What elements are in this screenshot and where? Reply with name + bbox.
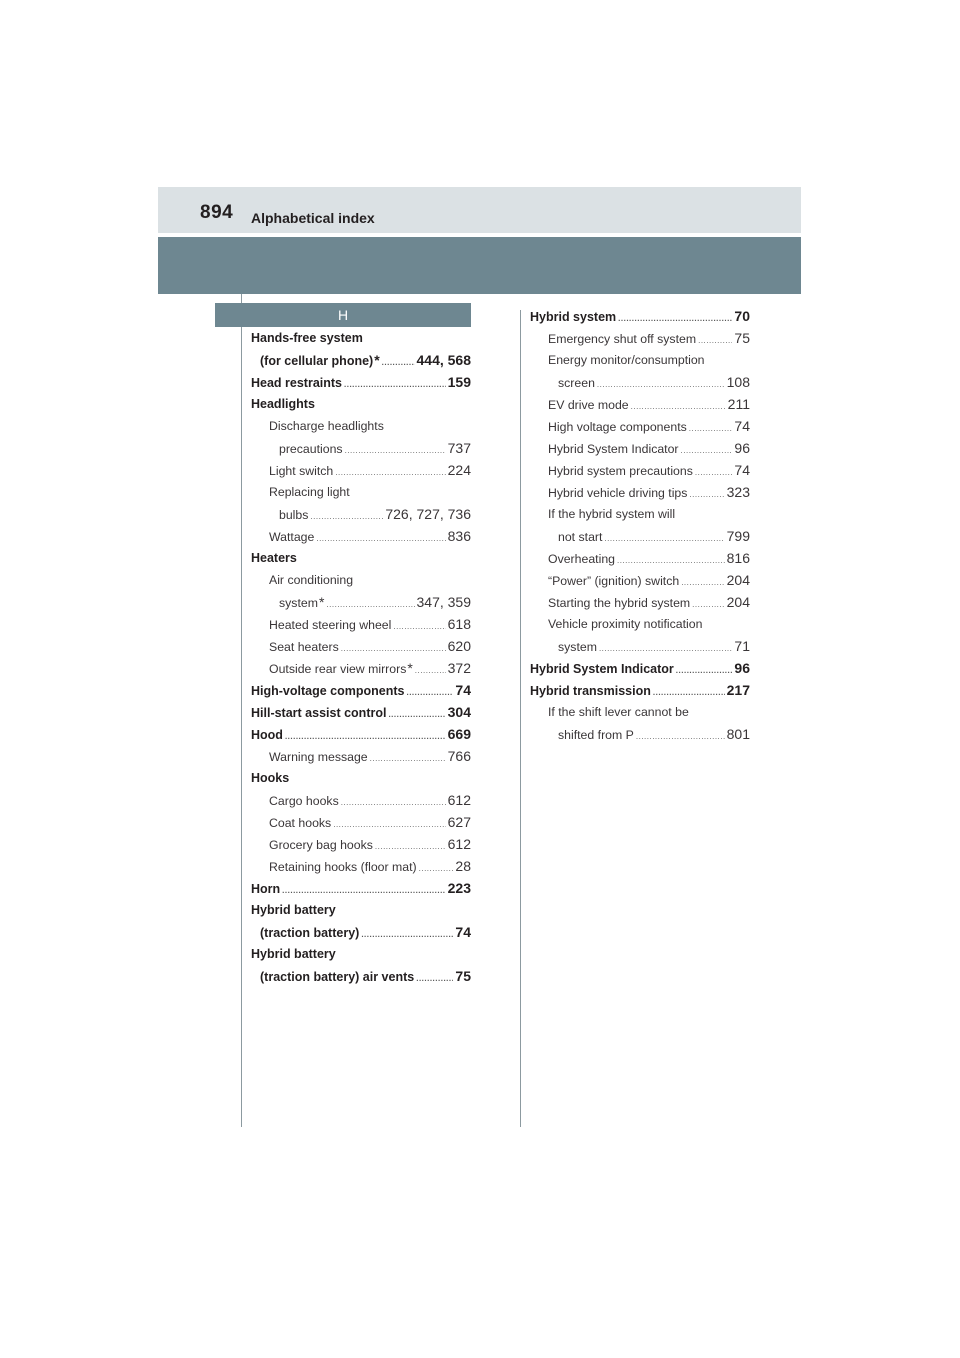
entry-page-ref[interactable]: 612	[447, 836, 471, 852]
entry-page-ref[interactable]: 28	[455, 858, 471, 874]
index-entry	[530, 657, 750, 679]
entry-term: Hybrid vehicle driving tips	[548, 486, 688, 500]
entry-page-ref[interactable]: 799	[726, 528, 750, 544]
entry-page-ref[interactable]: 74	[455, 682, 471, 698]
entry-term: Hybrid transmission	[530, 684, 651, 698]
index-entry	[530, 591, 750, 613]
entry-term: Starting the hybrid system	[548, 596, 691, 610]
footnote-star: *	[374, 352, 380, 368]
entry-page-ref[interactable]: 444, 568	[416, 352, 471, 368]
index-entry	[251, 349, 471, 371]
entry-term: Hybrid battery	[251, 903, 336, 917]
entry-term: not start	[558, 530, 603, 544]
entry-term: Headlights	[251, 397, 315, 411]
entry-page-ref[interactable]: 217	[726, 682, 750, 698]
entry-term: Hybrid battery	[251, 947, 336, 961]
index-entry	[251, 723, 471, 745]
index-entry	[530, 547, 750, 569]
entry-page-ref[interactable]: 618	[447, 616, 471, 632]
entry-term: High-voltage components	[251, 684, 405, 698]
entry-term: Emergency shut off system	[548, 332, 697, 346]
entry-term: If the shift lever cannot be	[548, 705, 689, 719]
entry-term: Cargo hooks	[269, 794, 339, 808]
entry-term: Horn	[251, 882, 281, 896]
entry-page-ref[interactable]: 612	[447, 792, 471, 808]
entry-page-ref[interactable]: 323	[726, 484, 750, 500]
page-number: 894	[200, 202, 234, 223]
index-entry	[251, 679, 471, 701]
entry-term: (traction battery) air vents	[260, 970, 415, 984]
entry-term: Wattage	[269, 530, 315, 544]
index-entry	[251, 657, 471, 679]
index-entry	[251, 547, 471, 569]
entry-term: Hybrid system precautions	[548, 464, 693, 478]
index-entry	[530, 569, 750, 591]
entry-term: Head restraints	[251, 376, 343, 390]
index-entry	[251, 393, 471, 415]
entry-page-ref[interactable]: 70	[734, 308, 750, 324]
entry-term: Hybrid System Indicator	[530, 662, 674, 676]
index-entry	[530, 437, 750, 459]
left-index-column	[251, 327, 471, 987]
index-entry	[251, 591, 471, 613]
entry-term: Hill-start assist control	[251, 706, 387, 720]
entry-page-ref[interactable]: 304	[447, 704, 471, 720]
entry-term: Replacing light	[269, 485, 350, 499]
entry-page-ref[interactable]: 836	[447, 528, 471, 544]
index-entry	[251, 459, 471, 481]
entry-term: Discharge headlights	[269, 419, 384, 433]
index-entry	[251, 833, 471, 855]
entry-page-ref[interactable]: 96	[734, 660, 750, 676]
index-entry	[251, 899, 471, 921]
index-entry	[530, 327, 750, 349]
entry-page-ref[interactable]: 801	[726, 726, 750, 742]
index-entry	[530, 613, 750, 635]
index-entry	[530, 349, 750, 371]
index-entry	[530, 371, 750, 393]
entry-term: Hands-free system	[251, 331, 363, 345]
entry-term: Hooks	[251, 771, 290, 785]
index-entry	[251, 877, 471, 899]
center-divider-line	[520, 310, 521, 1127]
entry-term: Hood	[251, 728, 283, 742]
index-entry	[251, 789, 471, 811]
entry-term: “Power” (ignition) switch	[548, 574, 680, 588]
index-entry	[530, 503, 750, 525]
letter-heading: H	[215, 303, 471, 327]
entry-page-ref[interactable]: 224	[447, 462, 471, 478]
entry-page-ref[interactable]: 75	[734, 330, 750, 346]
entry-page-ref[interactable]: 204	[726, 594, 750, 610]
entry-term: shifted from P	[558, 728, 634, 742]
index-entry	[530, 679, 750, 701]
index-entry	[530, 393, 750, 415]
entry-page-ref[interactable]: 627	[447, 814, 471, 830]
entry-term: precautions	[279, 442, 343, 456]
entry-term: EV drive mode	[548, 398, 629, 412]
index-entry	[530, 415, 750, 437]
index-entry	[251, 635, 471, 657]
index-entry	[530, 701, 750, 723]
entry-term: Energy monitor/consumption	[548, 353, 705, 367]
index-entry	[251, 701, 471, 723]
entry-term: Coat hooks	[269, 816, 332, 830]
index-entry	[251, 855, 471, 877]
entry-page-ref[interactable]: 108	[726, 374, 750, 390]
entry-term: Vehicle proximity notification	[548, 617, 703, 631]
entry-term: High voltage components	[548, 420, 687, 434]
entry-page-ref[interactable]: 347, 359	[416, 594, 471, 610]
entry-term: Heaters	[251, 551, 297, 565]
section-title: Alphabetical index	[251, 210, 375, 226]
entry-term: screen	[558, 376, 595, 390]
entry-page-ref[interactable]: 74	[734, 418, 750, 434]
entry-page-ref[interactable]: 211	[727, 396, 750, 412]
index-entry	[251, 415, 471, 437]
index-entry	[251, 745, 471, 767]
entry-page-ref[interactable]: 96	[734, 440, 750, 456]
index-entry	[251, 767, 471, 789]
index-entry	[251, 327, 471, 349]
entry-page-ref[interactable]: 669	[447, 726, 471, 742]
entry-page-ref[interactable]: 223	[447, 880, 471, 896]
entry-page-ref[interactable]: 159	[447, 374, 471, 390]
header-band	[158, 237, 801, 294]
entry-term: Light switch	[269, 464, 334, 478]
entry-page-ref[interactable]: 620	[447, 638, 471, 654]
entry-page-ref[interactable]: 766	[447, 748, 471, 764]
entry-page-ref[interactable]: 74	[455, 924, 471, 940]
index-entry	[530, 459, 750, 481]
entry-page-ref[interactable]: 726, 727, 736	[385, 506, 471, 522]
index-entry	[251, 481, 471, 503]
index-entry	[251, 943, 471, 965]
footnote-star: *	[407, 660, 413, 676]
left-divider-line	[241, 294, 242, 1127]
entry-page-ref[interactable]: 204	[726, 572, 750, 588]
index-entry	[251, 371, 471, 393]
entry-term: Hybrid System Indicator	[548, 442, 679, 456]
dot-leader	[416, 968, 453, 990]
index-entry	[530, 635, 750, 657]
entry-term: Overheating	[548, 552, 615, 566]
index-entry	[251, 811, 471, 833]
index-entry	[530, 305, 750, 327]
entry-term: Retaining hooks (floor mat)	[269, 860, 417, 874]
index-entry	[530, 481, 750, 503]
index-entry	[251, 503, 471, 525]
index-entry	[251, 921, 471, 943]
entry-term: system	[558, 640, 597, 654]
entry-page-ref[interactable]: 372	[447, 660, 471, 676]
entry-term: Seat heaters	[269, 640, 339, 654]
entry-page-ref[interactable]: 737	[447, 440, 471, 456]
footnote-star: *	[318, 594, 325, 610]
entry-page-ref[interactable]: 74	[734, 462, 750, 478]
index-entry	[251, 525, 471, 547]
right-index-column	[530, 305, 750, 745]
entry-term: Warning message	[269, 750, 368, 764]
index-entry	[530, 525, 750, 547]
entry-term: Grocery bag hooks	[269, 838, 373, 852]
entry-term: (traction battery)	[260, 926, 360, 940]
entry-term: (for cellular phone)	[260, 354, 374, 368]
index-entry	[530, 723, 750, 745]
entry-term: bulbs	[279, 508, 309, 522]
entry-term: Hybrid system	[530, 310, 617, 324]
index-entry	[251, 569, 471, 591]
entry-page-ref[interactable]: 71	[734, 638, 750, 654]
entry-term: Air conditioning	[269, 573, 354, 587]
index-entry	[251, 437, 471, 459]
entry-term: Outside rear view mirrors	[269, 662, 407, 676]
index-entry	[251, 613, 471, 635]
entry-term: Heated steering wheel	[269, 618, 392, 632]
entry-page-ref[interactable]: 75	[455, 968, 471, 984]
index-entry	[251, 965, 471, 987]
entry-page-ref[interactable]: 816	[726, 550, 750, 566]
entry-term: If the hybrid system will	[548, 507, 676, 521]
entry-term: system	[279, 596, 318, 610]
dot-leader	[636, 726, 725, 748]
